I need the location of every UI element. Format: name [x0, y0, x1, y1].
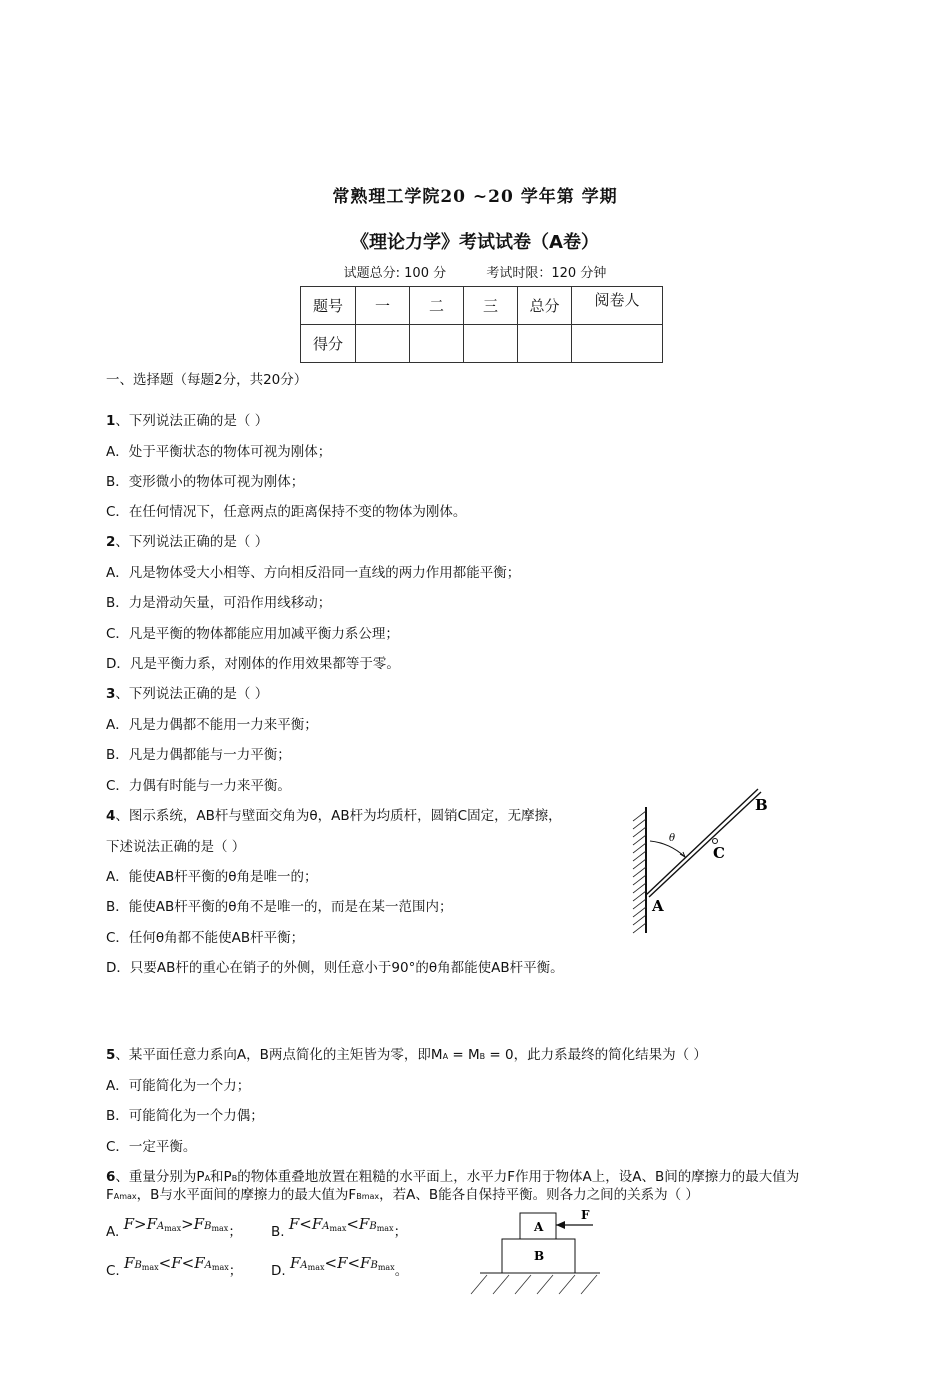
question-text: 和P: [210, 1169, 232, 1185]
formula: $F<FA_{max}<FB_{max}$: [288, 1215, 394, 1233]
score-input-cell[interactable]: [572, 325, 663, 363]
option: D．只要AB杆的重心在销子的外侧，则任意小于90°的θ角都能使AB杆平衡。: [106, 960, 564, 976]
option-separator: ；: [228, 1224, 242, 1240]
wall-hatching: [633, 811, 646, 933]
score-input-cell[interactable]: [410, 325, 464, 363]
question-text: 、重量分别为P: [115, 1169, 205, 1185]
option-label: B.: [271, 1224, 285, 1240]
formula: $F>FA_{max}>FB_{max}$: [123, 1215, 229, 1233]
option: A．凡是力偶都不能用一力来平衡；: [106, 717, 318, 733]
theta-label: θ: [669, 833, 676, 844]
question-stem: [106, 530, 268, 550]
option: C．一定平衡。: [106, 1139, 197, 1155]
option-separator: 。: [394, 1263, 409, 1279]
rod-wall-figure: [625, 785, 775, 940]
score-input-cell[interactable]: [356, 325, 410, 363]
option: C．力偶有时能与一力来平衡。: [106, 778, 291, 794]
block-a-label: A: [534, 1220, 544, 1234]
formula: $FA_{max}<F<FB_{max}$: [289, 1254, 395, 1272]
option-label: C.: [106, 1263, 120, 1279]
force-arrowhead: [556, 1221, 565, 1229]
option: [106, 1254, 243, 1279]
score-table-cell: 得分: [301, 325, 356, 363]
question-text: 、下列说法正确的是（ ）: [115, 413, 269, 429]
option: C．在任何情况下，任意两点的距离保持不变的物体为刚体。: [106, 504, 467, 520]
score-input-cell[interactable]: [464, 325, 518, 363]
question-text: ，B与水平面间的摩擦力的最大值为F: [136, 1187, 357, 1203]
score-table-cell: 三: [464, 287, 518, 325]
score-table-cell: 题号: [301, 287, 356, 325]
time-limit: 考试时限：120 分钟: [486, 266, 607, 281]
section-heading: 一、选择题（每题2分，共20分）: [106, 372, 308, 388]
score-table: [300, 286, 663, 363]
question-stem: [106, 804, 562, 824]
option-label: A.: [106, 1224, 120, 1240]
question-text: F: [106, 1187, 114, 1203]
option: B．变形微小的物体可视为刚体；: [106, 474, 305, 490]
subscript: B: [231, 1174, 238, 1183]
stacked-blocks-figure: [465, 1205, 605, 1297]
option: [271, 1254, 409, 1279]
subscript: B: [479, 1052, 486, 1061]
ground-hatching: [471, 1275, 597, 1294]
option-label: D.: [271, 1263, 286, 1279]
option: A．凡是物体受大小相等、方向相反沿同一直线的两力作用都能平衡；: [106, 565, 521, 581]
question-stem: [106, 682, 268, 702]
question-stem-continued: [106, 1183, 699, 1203]
option: D．凡是平衡力系，对刚体的作用效果都等于零。: [106, 656, 400, 672]
force-f-label: F: [581, 1208, 590, 1222]
question-text: 、图示系统，AB杆与壁面交角为θ，AB杆为均质杆，圆销C固定，无摩擦，: [115, 808, 562, 824]
option: [106, 1215, 242, 1240]
question-text: = 0，此力系最终的简化结果为（ ）: [485, 1047, 707, 1063]
exam-title: 常熟理工学院20 ~20 学年第 学期: [332, 187, 618, 207]
label-b: B: [755, 796, 768, 814]
subscript: A: [204, 1174, 211, 1183]
exam-meta: [0, 262, 950, 281]
total-score: 试题总分: 100 分: [343, 266, 447, 281]
label-c: C: [713, 844, 725, 862]
score-table-cell: 总分: [518, 287, 572, 325]
score-table-cell: 一: [356, 287, 410, 325]
question-text: 、下列说法正确的是（ ）: [115, 686, 269, 702]
option: A．可能简化为一个力；: [106, 1078, 251, 1094]
question-text: 的物体重叠地放置在粗糙的水平面上，水平力F作用于物体A上，设A、B间的摩擦力的最大值为: [237, 1169, 800, 1185]
score-table-score-row: [301, 325, 663, 363]
question-stem: [106, 1043, 707, 1063]
angle-arc: [650, 841, 685, 857]
question-stem: [106, 1165, 799, 1185]
exam-subtitle: 《理论力学》考试试卷（A卷）: [351, 232, 599, 253]
question-number: 1: [106, 413, 116, 429]
pin-c: [713, 839, 718, 844]
subscript: A: [442, 1052, 449, 1061]
question-text: = M: [448, 1047, 480, 1063]
score-input-cell[interactable]: [518, 325, 572, 363]
subscript: Amax: [113, 1192, 137, 1201]
formula: $FB_{max}<F<FA_{max}$: [124, 1254, 229, 1272]
block-b-label: B: [534, 1249, 545, 1263]
option: A．处于平衡状态的物体可视为刚体；: [106, 444, 332, 460]
score-table-header-row: [301, 287, 663, 325]
question-stem: [106, 409, 268, 429]
option: A．能使AB杆平衡的θ角是唯一的；: [106, 869, 318, 885]
question-number: 2: [106, 534, 116, 550]
option-separator: ；: [393, 1224, 408, 1240]
subscript: Bmax: [356, 1192, 380, 1201]
question-number: 4: [106, 808, 116, 824]
question-text: 、某平面任意力系向A，B两点简化的主矩皆为零，即M: [115, 1047, 443, 1063]
question-number: 6: [106, 1169, 116, 1185]
score-table-cell: 二: [410, 287, 464, 325]
option: B．可能简化为一个力偶；: [106, 1108, 264, 1124]
question-stem-continued: 下述说法正确的是（ ）: [106, 839, 246, 855]
label-a: A: [652, 897, 664, 915]
question-text: 、下列说法正确的是（ ）: [115, 534, 269, 550]
option: C．任何θ角都不能使AB杆平衡；: [106, 930, 305, 946]
option: C．凡是平衡的物体都能应用加减平衡力系公理；: [106, 626, 399, 642]
option-separator: ；: [228, 1263, 243, 1279]
option: B．凡是力偶都能与一力平衡；: [106, 747, 291, 763]
option: [271, 1215, 408, 1240]
option: B．力是滑动矢量，可沿作用线移动；: [106, 595, 332, 611]
score-table-cell: 阅卷人: [572, 287, 663, 325]
option: B．能使AB杆平衡的θ角不是唯一的，而是在某一范围内；: [106, 899, 453, 915]
rod-ab-line-1: [646, 789, 758, 895]
question-number: 5: [106, 1047, 116, 1063]
question-number: 3: [106, 686, 116, 702]
question-text: ，若A、B能各自保持平衡。则各力之间的关系为（ ）: [379, 1187, 699, 1203]
